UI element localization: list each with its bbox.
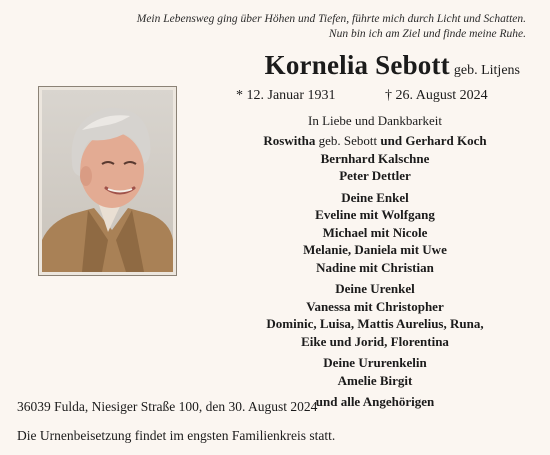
- mourner-line: Melanie, Daniela mit Uwe: [303, 242, 447, 257]
- mourner-line: Michael mit Nicole: [322, 224, 428, 240]
- mourner-partner: und Gerhard Koch: [380, 133, 487, 148]
- great-great-grandchildren-heading: Deine Ururenkelin: [323, 355, 427, 370]
- mourner-line: Vanessa mit Christopher: [306, 298, 444, 314]
- motto-line-2: Nun bin ich am Ziel und finde meine Ruhe.: [328, 28, 526, 40]
- mourner-line: Peter Dettler: [339, 168, 411, 183]
- maiden-name: geb. Litjens: [453, 63, 520, 78]
- mourner-line: Bernhard Kalschne: [320, 150, 430, 166]
- address-line: 36039 Fulda, Niesiger Straße 100, den 30. August 2024: [17, 399, 318, 414]
- burial-notice: Die Urnenbeisetzung findet im engsten Familienkreis statt.: [17, 428, 336, 443]
- mourners-list: [210, 112, 540, 411]
- mourner-line: Nadine mit Christian: [316, 259, 434, 275]
- great-grandchildren-heading: Deine Urenkel: [335, 281, 415, 296]
- mourner-line: Eike und Jorid, Florentina: [301, 333, 449, 349]
- mourner-line: Dominic, Luisa, Mattis Aurelius, Runa,: [266, 316, 484, 331]
- motto: [0, 12, 526, 42]
- deceased-name: Kornelia Sebott: [264, 50, 450, 80]
- mourners-closing: und alle Angehörigen: [315, 394, 435, 409]
- birth-date: * 12. Januar 1931: [236, 88, 336, 103]
- grandchildren-heading: Deine Enkel: [341, 189, 409, 205]
- mourners-intro: In Liebe und Dankbarkeit: [308, 113, 442, 128]
- mourner-maiden-name: geb. Sebott: [318, 133, 378, 148]
- motto-line-1: Mein Lebensweg ging über Höhen und Tiefen, führte mich durch Licht und Schatten.: [136, 13, 526, 25]
- mourner-line: Amelie Birgit: [337, 372, 413, 388]
- death-date: † 26. August 2024: [385, 88, 488, 103]
- mourner-line: [210, 132, 540, 150]
- portrait-photo: [42, 90, 173, 272]
- portrait-frame: [38, 86, 177, 276]
- mourner-first-name: Roswitha: [263, 133, 316, 148]
- deceased-name-line: [0, 50, 520, 81]
- mourner-line: Eveline mit Wolfgang: [315, 207, 435, 222]
